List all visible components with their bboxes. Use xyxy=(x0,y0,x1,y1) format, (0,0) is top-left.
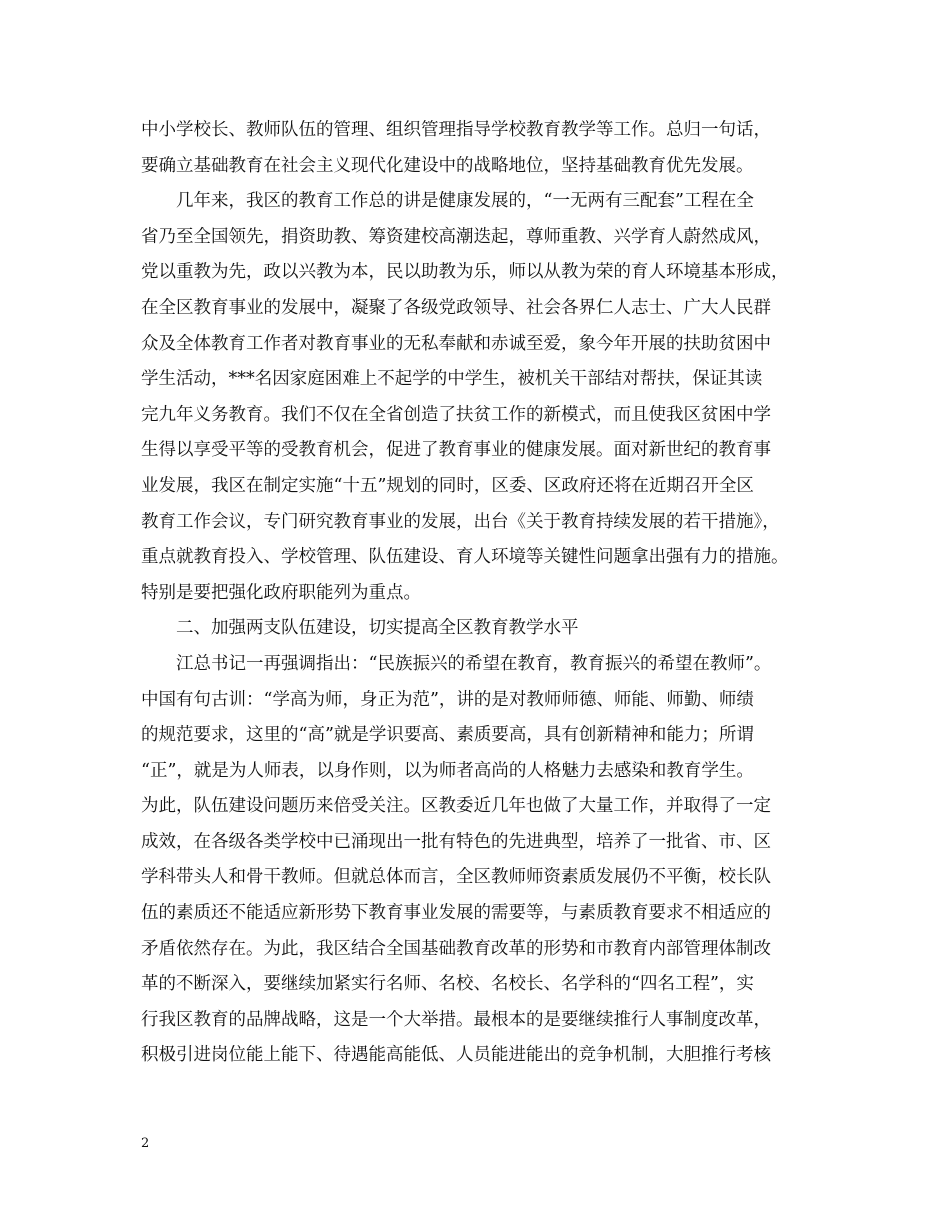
text-line: 中小学校长、教师队伍的管理、组织管理指导学校教育教学等工作。总归一句话， xyxy=(141,120,771,140)
text-line: 矛盾依然存在。为此，我区结合全国基础教育改革的形势和市教育内部管理体制改 xyxy=(141,938,771,959)
text-line: 完九年义务教育。我们不仅在全省创造了扶贫工作的新模式，而且使我区贫困中学 xyxy=(141,404,771,425)
text-line: 在全区教育事业的发展中，凝聚了各级党政领导、社会各界仁人志士、广大人民群 xyxy=(141,297,771,318)
text-line: 业发展，我区在制定实施“十五”规划的同时，区委、区政府还将在近期召开全区 xyxy=(141,475,754,496)
text-line: 行我区教育的品牌战略，这是一个大举措。最根本的是要继续推行人事制度改革， xyxy=(141,1009,771,1030)
text-line: “正”，就是为人师表，以身作则，以为师者高尚的人格魅力去感染和教育学生。 xyxy=(141,760,754,781)
text-line: 成效，在各级各类学校中已涌现出一批有特色的先进典型，培养了一批省、市、区 xyxy=(141,831,771,852)
text-line: 江总书记一再强调指出：“民族振兴的希望在教育，教育振兴的希望在教师”。 xyxy=(176,653,772,674)
text-line: 中国有句古训：“学高为师，身正为范”，讲的是对教师师德、师能、师勤、师绩 xyxy=(141,689,754,710)
text-line: 教育工作会议，专门研究教育事业的发展，出台《关于教育持续发展的若干措施》， xyxy=(141,511,780,532)
text-line: 几年来，我区的教育工作总的讲是健康发展的，“一无两有三配套”工程在全 xyxy=(176,191,754,212)
text-line: 众及全体教育工作者对教育事业的无私奉献和赤诚至爱，象今年开展的扶助贫困中 xyxy=(141,333,771,354)
text-line: 的规范要求，这里的“高”就是学识要高、素质要高，具有创新精神和能力；所谓 xyxy=(141,725,754,746)
text-line: 重点就教育投入、学校管理、队伍建设、育人环境等关键性问题拿出强有力的措施。 xyxy=(141,547,789,568)
text-line: 学生活动，***名因家庭困难上不起学的中学生，被机关干部结对帮扶，保证其读 xyxy=(141,369,763,390)
text-line: 学科带头人和骨干教师。但就总体而言，全区教师师资素质发展仍不平衡，校长队 xyxy=(141,867,771,888)
text-line: 生得以享受平等的受教育机会，促进了教育事业的健康发展。面对新世纪的教育事 xyxy=(141,440,771,461)
page-number: 2 xyxy=(141,1136,150,1151)
text-line: 省乃至全国领先，捐资助教、筹资建校高潮迭起，尊师重教、兴学育人蔚然成风， xyxy=(141,226,771,247)
text-line: 要确立基础教育在社会主义现代化建设中的战略地位，坚持基础教育优先发展。 xyxy=(141,155,754,176)
text-line: 特别是要把强化政府职能列为重点。 xyxy=(141,582,421,603)
text-line: 党以重教为先，政以兴教为本，民以助教为乐，师以从教为荣的育人环境基本形成， xyxy=(141,262,789,283)
text-line: 积极引进岗位能上能下、待遇能高能低、人员能进能出的竞争机制，大胆推行考核 xyxy=(141,1045,771,1066)
text-line: 革的不断深入，要继续加紧实行名师、名校、名校长、名学科的“四名工程”，实 xyxy=(141,974,754,995)
text-line: 为此，队伍建设问题历来倍受关注。区教委近几年也做了大量工作，并取得了一定 xyxy=(141,796,771,817)
text-line: 二、加强两支队伍建设，切实提高全区教育教学水平 xyxy=(176,618,579,639)
body-text xyxy=(141,113,813,1074)
text-line: 伍的素质还不能适应新形势下教育事业发展的需要等，与素质教育要求不相适应的 xyxy=(141,903,771,924)
